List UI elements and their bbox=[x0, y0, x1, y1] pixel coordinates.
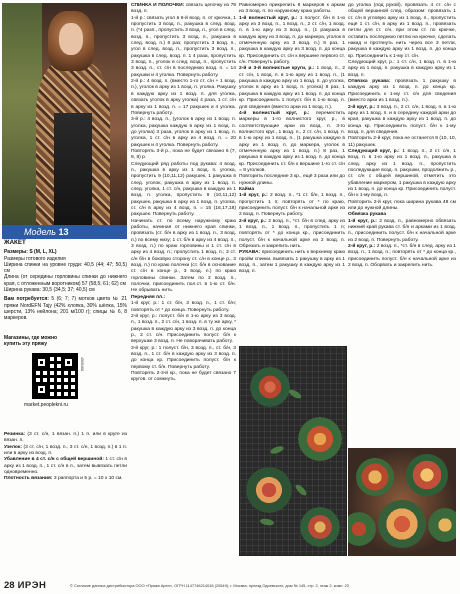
note-rib: Резинка: (3 ст. с/н, 1 вязан. п.) 1 п. или в круге из вязан. п. bbox=[4, 432, 128, 444]
column-4 bbox=[348, 3, 456, 269]
model-label bbox=[2, 225, 127, 239]
sizes-note: Размеры готового изделия bbox=[4, 255, 66, 262]
page-number: 28 ИРЭН bbox=[4, 580, 47, 591]
pattern-photo bbox=[239, 346, 347, 556]
model-label-number: 13 bbox=[58, 227, 69, 237]
sleeve-repeat: Повторить 2-й круг, пока не останется 8 (10, 10, 11) ракушек. bbox=[348, 136, 456, 148]
page-footer bbox=[0, 578, 460, 594]
note-gauge: Плотность вязания: 3 раппорта и 5 р. = 10 х 10 см. bbox=[4, 476, 123, 482]
row-edge: Начинать ст. по всему наружному краю работы, начиная от нижнего края спинки, провязать (ст. б/н в арку из 1 возд. п., 3 возд. п.) по всему низу; 1 ст. б/н в арку из 4 возд. п., 3 возд. п.) по краю горловины и 1 ст. с/н в арку из 4 возд. п.; пропустить 1 возд. п.; 3 ст. с/н б/н в боковую сторону ст. с/н в конце р., 3 возд. п.) по краю полочки (ст. б/н в основание ст. с/н в конце р., 3 возд. п.) по краю горловины спинки. Затем по 3 возд. п., полочки, присоединить пол.ст. в 1-ю ст. б/н. Не обрывать нить. bbox=[131, 218, 236, 294]
wave-round-2-3: 2-й и 3-й волнистые круги, р.: 1 возд. п., 2 ст. с/н, 1 возд. п. в 1-ю арку из 1 возд. п., (1 ракушка в каждую арку из 1 возд. п. до уголка, уголок в арку из 1 возд. п. уголка) 8 раз, 1 ракушка в каждую арку из 1 возд. п. до конца кр. Присоединить 1 полуст. б/н в 1-ю возд. п. для сведения (вместо арки из 1 возд. п.). bbox=[239, 66, 345, 110]
width-line: Ширина спинки на уровне груди: 40,5 (44; 47; 50,5) см bbox=[4, 261, 127, 275]
section-sleeves: РУКАВА: присоединить нить к верхнему краю пройм спинки, вывязать 1 ракушку в арку из 1 возд. п., затем 1 ракушку в каждую арку из 1 возд. п. bbox=[239, 250, 345, 275]
model-photo bbox=[2, 3, 127, 235]
row-armhole: Следующий ряд работы под рукава: 4 возд. п., ракушка в арку из 1 возд. п. уголка, пропустить 9 (10,11,12) ракушек, 1 ракушка в след. уголок, ракушка в арку из 1 возд. п. след. уголка, 1 ст. с/н, ракушка в каждую из 1 возд. п. уголка, пропустить 9 (10,11,12) ракушек, ракушка в арку из 1 возд. п. уголка, ст. с/н в арку из 4 возд. п. = 15 (16,17,18) ракушек. Повернуть работу. bbox=[131, 161, 236, 218]
note-knot: Узелок: (3 ст. с/н, 1 возд. п., 3 ст. с/н, 1 возд. п.) в 1 п. или в арку из возд. п. bbox=[4, 444, 128, 457]
next-round: Следующий круг, р.: 1 ст. с/н, 1 возд. п. в 1-ю арку из 1 возд. п. ракушка в каждую арку из 1 возд. п. bbox=[348, 60, 456, 78]
markers-note: Равномерно прикрепить 8 маркеров к аркам из 3 возд. п. по наружному краю работы. bbox=[239, 3, 345, 15]
note-decrease: Убавление в 4 ст. с/н с общей вершиной: 1 ст. с/н в арку из 1 возд. п., 1 ст. с/н в п., затем вывязать петли одновременно. bbox=[4, 457, 128, 476]
sleeve-next: Следующий круг, р.: 1 возд. п., 2 ст. с/н, 1 возд. п. в 1-ю арку из 1 возд. п., ракушка в след. арку из 1 возд. п., пропустить последующие возд. п. ракушки, продолжить р., ст. с/н с общей вершиной, отметить это убавление маркером, 1 ракушка в каждую арку из 1 возд. п. до конца кр. Присоединить полуст. б/н к 1-му возд. п. bbox=[348, 148, 456, 199]
section-sleeve-edge: Обвязка рукава bbox=[348, 212, 387, 218]
round-2: 2-й круг, р.: полуст. б/н в 1-ю арку из 3 возд. п., 1 возд. п., 2 ст. с/н, 1 возд. п. в ту же арку, * ракушка в каждую арку из 3 возд. п. до конца р., 2 ст. с/н. Присоединить полуст. б/н к верхушке 3 возд. п. Не поворачивать работу. bbox=[131, 313, 236, 345]
edge-round-2: 2-й круг, р.: 2 возд. п., *ст. б/н в след. арку из 1 возд. п., 1 возд. п.; повторять от * до конца кр., присоединить полуст. б/н к начальной арке из 2 возд. п. Оборвать и закрепить нить. bbox=[348, 244, 457, 269]
column-3 bbox=[239, 3, 345, 276]
round-1: 1-й круг, р.: 1 ст. б/н, 3 возд. п., 1 ст. б/н; повторять от * до конца. Повернуть работу. bbox=[131, 301, 236, 313]
qr-url[interactable]: market.peoplekni.ru bbox=[24, 402, 68, 408]
qr-caption: Магазины, где можно купить эту пряжу bbox=[4, 335, 58, 347]
row-3: 3-й р.: 4 возд. п., (уголок в арку из 1 возд. п. уголка, ракушка каждую в арку из 1 возд. п. до уголка) 3 раза, уголок в арку из 1 возд. п. уголка, 1 ст. с/н в арку из 4 возд. п. = 20 ракушек и 4 уголка. Повернуть работу. bbox=[131, 117, 236, 148]
edge-round-1: 1-й круг, р.: 2 возд. п., равномерно обвязать нижний край рукава ст. б/н и арками из 1 возд. п., присоединить полуст. б/н к начальной арке из 2 возд. п. Повернуть работу. bbox=[348, 218, 456, 243]
qr-code[interactable] bbox=[32, 353, 78, 399]
brand-logo: ИРЭН bbox=[17, 580, 47, 591]
section-border: Кайма bbox=[239, 186, 255, 192]
sleeve-tie: Отвязка рукава: провязать 1 ракушку в каждую арку из 1 возд. п. до конца кр. Присоединить к 1-му ст. с/н для сведения (вместо арки из 1 возд. п.). bbox=[348, 79, 456, 104]
wave-round-1: 1-й волнистый круг, р.: 1 полуст. б/н в 1-ю арку из 3 возд. п., 1 возд. п., 2 ст. с/н, 1 возд. п. в 1-ю арку из 3 возд. п., (1 ракушка в каждую арку из 3 возд. п. до маркера, уголок в отмеченную арку из 3 возд. п.) 8 раз, 1 ракушка в каждую арку из 3 возд. п. до конца кр. Присоединить ст. с/н к вершине первого ст. с/н. Повернуть работу. bbox=[239, 15, 346, 66]
round-repeat: Повторять 2-3-й кр., пока не будет связано 7 кругов. от сомкнуть. bbox=[131, 370, 236, 383]
border-round-1: 1-й круг, р.: 2 возд. п., *1 ст. б/н, 1 возд. п., пропустить 1 п; повторять от * по краю, присоединить полуст. б/н к начальной арке из 2 возд. п. Повернуть работу. bbox=[239, 193, 346, 218]
yarn-line: Вам потребуется: 5 (6; 7; 7) мотков цвета № 21 пряжи NordEFN Tajy (42% хлопка, 30% шёлка, 15% шерсти, 13% нейлона; 201 м/100 г); спицы № 6, 8 маркеров. bbox=[4, 296, 127, 322]
sleeve-line: Ширина рукава: 30,5 (34,5; 37; 40,5) см bbox=[4, 287, 95, 294]
model-label-prefix: Модель bbox=[24, 227, 56, 237]
section-front: Передняя пл.: bbox=[131, 294, 166, 300]
round-3: 3-й круг, р.: 1 полуст. б/н, 3 возд. п., ст. б/н, 3 возд. п., 1 ст. б/н в каждую арку из 3 возд. п. до конца кр. Присоединить полуст. б/н к первому ст. б/н. Повернуть работу. bbox=[131, 345, 236, 370]
qr-block bbox=[4, 335, 127, 430]
column-2 bbox=[131, 3, 236, 384]
wave-round-4: 4-й волнистый круг, р.: переместить маркеры в 1-го волнистого круг, р., в соответствующие арки из возд. п. 3-го волнистого круг., 1 возд. п., 2 ст. с/н, 1 возд. п. в 1-ю арку из 1 возд. п., (1 ракушка каждую в арку из 1 возд. п. до маркера, уголок в отмеченную арку из 1 возд. п.) 8 раз, 1 ракушка в каждую арку из 1 возд. п. до конца кр. Присоединить ст. б/н к вершине 1-го ст. с/н = 8 уголков. bbox=[239, 110, 346, 173]
length-line: Длина (от середины горловины спинки до нижнего края, с отложенным воротником) 57 (58,5; 61; 62) см bbox=[4, 274, 127, 287]
border-round-2: 2-й круг, р.: 2 возд. п., *ст. б/н в след. арку из 1 возд. п., 1 возд. п., пропустить 1 п; повторять от * до конца кр., присоединить полуст. б/н к начальной арке из 2 возд. п. Обрезать и закрепить нить. bbox=[239, 218, 346, 250]
row-1: 1-й р.: связать угол в 6-й возд. п. от крючка, 1 пропустить 3 возд. п., ракушка в след. возд. п. (*4 разп., пропустить 3 возд. п., угол в след. возд. п., пропустить 3 возд. п., ракушка в след. возд. п.) 6 раз; пропустить 3 возд. п., угол в след. возд. п., пропустить 3 возд. п., ракушка в след. возд. п. 1 4 раза, пропустить 3 возд. п., уголок в след. возд. п., пропустить 3 возд. п., ст. с/н в последнюю возд. п. = 14 ракушки и 4 уголка. Повернуть работу. bbox=[131, 15, 236, 78]
pattern-title: ЖАКЕТ bbox=[4, 239, 26, 246]
stitch-notes bbox=[4, 432, 127, 483]
wave-repeat: Повторить последние 3 кр., ещё 3 раза или до нужной длины. bbox=[239, 174, 345, 186]
spec-block bbox=[4, 240, 127, 322]
swatch-photo bbox=[348, 448, 456, 556]
sleeve-round-2: 2-й круг, р.: 3 возд. п., 2 ст. с/н, 1 возд. п. в 1-ю арку из 1 возд. п. и в середину каждой арки до края, ракушка в каждую арку из 1 возд. п. до конца кр. Присоединить полуст. б/н к 1-му возд. п. для сведения. bbox=[348, 104, 457, 135]
footer-legal: © Согласие данных дистрибьютора ООО «Пряжа Арен», ОГРН 1147746214018 (20549); г. Москва, проезд Одоевского, дом № 145, стр. 2, этаж 2, комн. 23 bbox=[70, 583, 349, 588]
section-back-fronts: СПИНКА И ПОЛОЧКИ: связать цепочку из 79 возд. п. bbox=[131, 3, 237, 15]
sleeve-length: Повторить 2-й круг, пока ширина рукава 48 см или до нужной длины. bbox=[348, 199, 456, 211]
row-repeat: Повторять 3-й р., пока не будет связано 6 (7, 8, 8) р. bbox=[131, 148, 236, 161]
sizes-line: Размеры: S (M, L, XL) bbox=[4, 249, 57, 256]
row-2: 2-й р.: 4 возд. п. (вместо 1-го ст. с/н + 1 возд. п.), уголок в арку из 1 возд. п. уголка. Ракушку в каждую арку из 1 возд. п. для уголка, связать уголок в арку уголка) 4 раза, 1 ст. с/н в арку из 1 возд. п. = 17 ракушек и 4 уголка. Повернуть работу. bbox=[131, 79, 236, 116]
qr-side-code: 4505468 bbox=[80, 357, 84, 371]
decrease-text: до уголка (под рукой), провязать 4 ст. с/н с общей вершиной след. образом: провязать 1 ст. с/н в угловую арку из 1 возд. п., пропустить ещё 1 ст. с/н, в арку из 1 возд. п., провязать петли для ст. с/н, при этом ст. по крючке, оставить последнюю петлю на крючке, сделать накид и протянуть нить через все 3 петли, ракушка в каждую арку из 1 возд. п. до конца кр. Присоединить к 1-му ст. с/н. bbox=[348, 3, 456, 59]
